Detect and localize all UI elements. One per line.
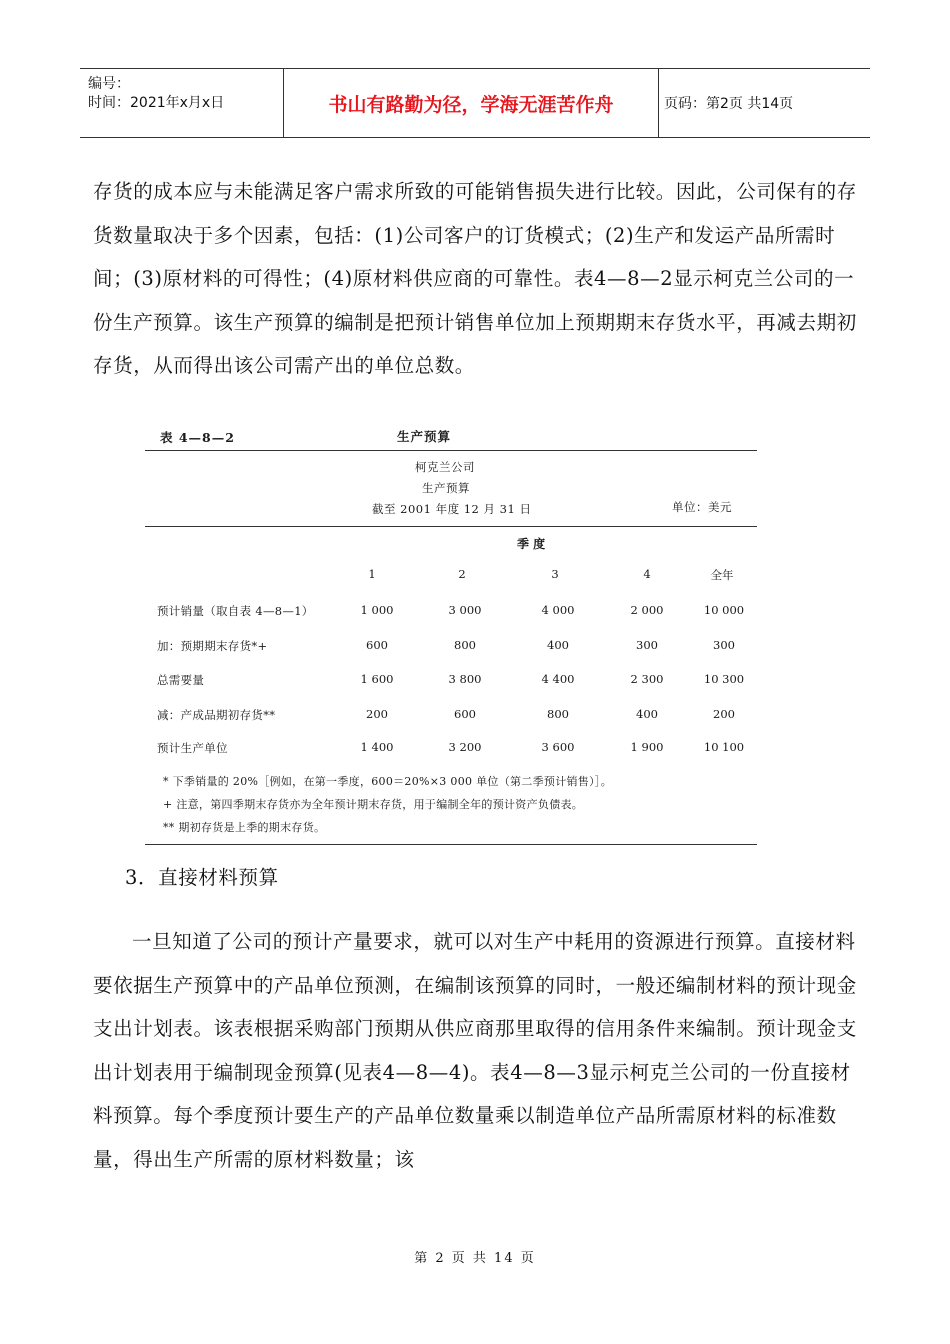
header-meta bbox=[80, 69, 284, 137]
table-company: 柯克兰公司 bbox=[415, 460, 475, 474]
header-motto: 书山有路勤为径，学海无涯苦作舟 bbox=[284, 69, 659, 137]
header-page-info: 页码：第2页 共14页 bbox=[664, 96, 794, 112]
cell: 3 000 bbox=[448, 603, 482, 617]
cell: 800 bbox=[454, 638, 476, 652]
table-period: 截至 2001 年度 12 月 31 日 bbox=[372, 502, 532, 516]
paragraph-1 bbox=[93, 170, 863, 388]
table-header-rule bbox=[145, 526, 757, 527]
row-label: 加：预期期末存货*+ bbox=[157, 639, 268, 653]
table-top-rule bbox=[145, 450, 757, 451]
page-header bbox=[80, 68, 870, 138]
row-label: 减：产成品期初存货** bbox=[157, 708, 276, 722]
table-unit: 单位：美元 bbox=[672, 500, 732, 514]
cell: 1 600 bbox=[360, 672, 394, 686]
cell: 1 400 bbox=[360, 740, 394, 754]
section-heading: 3．直接材料预算 bbox=[125, 866, 279, 889]
table-note: ** 期初存货是上季的期末存货。 bbox=[163, 821, 326, 834]
cell: 200 bbox=[366, 707, 388, 721]
cell: 3 600 bbox=[541, 740, 575, 754]
table-number: 表 4—8—2 bbox=[160, 430, 235, 445]
paragraph-2 bbox=[93, 920, 863, 1181]
column-header: 3 bbox=[551, 567, 559, 581]
cell: 2 000 bbox=[630, 603, 664, 617]
number-label: 编号： bbox=[88, 76, 130, 92]
table-row bbox=[157, 707, 757, 725]
cell: 2 300 bbox=[630, 672, 664, 686]
cell: 10 100 bbox=[703, 740, 745, 754]
cell: 600 bbox=[366, 638, 388, 652]
paragraph-2-text: 一旦知道了公司的预计产量要求，就可以对生产中耗用的资源进行预算。直接材料要依据生产预算中的产品单位预测，在编制该预算的同时，一般还编制材料的预计现金支出计划表。该表根据采购部门预期从供应商那里取得的信用条件来编制。预计现金支出计划表用于编制现金预算(见表4—8—4)。表4—8—3显示柯克兰公司的一份直接材料预算。每个季度预计要生产的产品单位数量乘以制造单位产品所需原材料的标准数量，得出生产所需的原材料数量；该 bbox=[93, 930, 857, 1171]
table-title: 生产预算 bbox=[397, 429, 452, 444]
cell: 3 200 bbox=[448, 740, 482, 754]
table-bottom-rule bbox=[145, 844, 757, 845]
row-label: 总需要量 bbox=[157, 673, 205, 687]
quarter-header: 季 度 bbox=[517, 537, 546, 551]
cell: 300 bbox=[636, 638, 658, 652]
column-header: 1 bbox=[368, 567, 376, 581]
cell: 3 800 bbox=[448, 672, 482, 686]
row-label: 预计销量（取自表 4—8—1） bbox=[157, 604, 314, 618]
column-header: 4 bbox=[643, 567, 651, 581]
cell: 10 300 bbox=[703, 672, 745, 686]
cell: 1 900 bbox=[630, 740, 664, 754]
page-footer: 第 2 页 共 14 页 bbox=[414, 1251, 536, 1266]
time-label: 时间：2021年x月x日 bbox=[88, 95, 225, 111]
table-note: * 下季销量的 20%［例如，在第一季度，600＝20%×3 000 单位（第二季预计销售）］。 bbox=[163, 775, 612, 788]
table-row bbox=[157, 603, 757, 621]
column-header: 全年 bbox=[710, 568, 734, 582]
cell: 600 bbox=[454, 707, 476, 721]
cell: 400 bbox=[636, 707, 658, 721]
cell: 10 000 bbox=[703, 603, 745, 617]
cell: 4 400 bbox=[541, 672, 575, 686]
table-note: + 注意，第四季期末存货亦为全年预计期末存货，用于编制全年的预计资产负债表。 bbox=[163, 798, 584, 811]
cell: 1 000 bbox=[360, 603, 394, 617]
cell: 300 bbox=[713, 638, 735, 652]
paragraph-1-text: 存货的成本应与未能满足客户需求所致的可能销售损失进行比较。因此，公司保有的存货数量取决于多个因素，包括：(1)公司客户的订货模式；(2)生产和发运产品所需时间；(3)原材料的可得性；(4)原材料供应商的可靠性。表4—8—2显示柯克兰公司的一份生产预算。该生产预算的编制是把预计销售单位加上预期期末存货水平，再减去期初存货，从而得出该公司需产出的单位总数。 bbox=[93, 180, 857, 377]
cell: 4 000 bbox=[541, 603, 575, 617]
table-row bbox=[157, 672, 757, 690]
table-subtitle: 生产预算 bbox=[422, 481, 470, 495]
table-row bbox=[157, 638, 757, 656]
column-header: 2 bbox=[458, 567, 466, 581]
cell: 400 bbox=[547, 638, 569, 652]
row-label: 预计生产单位 bbox=[157, 741, 228, 755]
table-row bbox=[157, 740, 757, 758]
cell: 200 bbox=[713, 707, 735, 721]
production-budget-table bbox=[145, 420, 757, 850]
cell: 800 bbox=[547, 707, 569, 721]
